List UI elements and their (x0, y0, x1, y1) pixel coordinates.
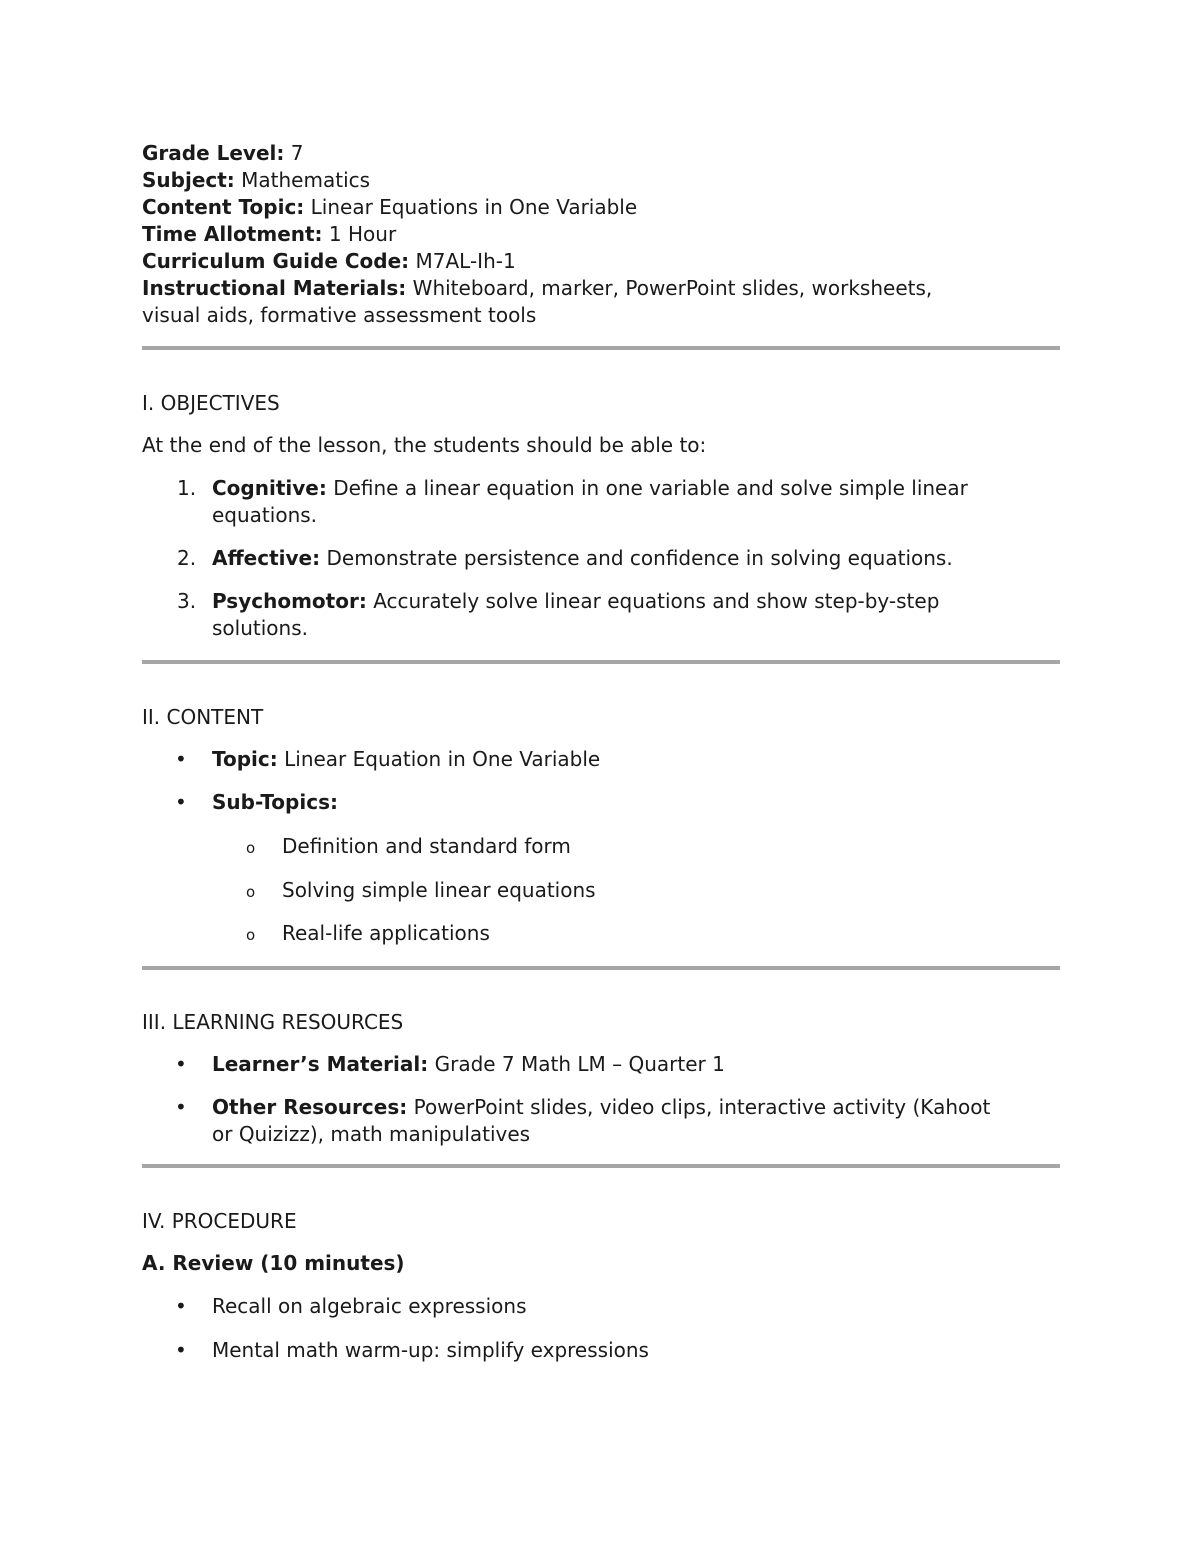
subtopic-item (142, 877, 1060, 904)
time-allotment-line (142, 221, 1060, 248)
other-resources-label: Other Resources: (212, 1095, 408, 1119)
subtopic-text: Solving simple linear equations (282, 878, 596, 902)
subject-value: Mathematics (241, 168, 371, 192)
objective-item-psychomotor (142, 588, 1060, 642)
objective-label: Psychomotor: (212, 589, 367, 613)
subtopic-text: Definition and standard form (282, 834, 571, 858)
bullet-icon: • (175, 1095, 187, 1119)
content-heading: II. CONTENT (142, 705, 264, 729)
review-item (142, 1337, 1060, 1364)
objective-text-line2: solutions. (212, 616, 308, 640)
list-number: 1. (177, 476, 197, 500)
curriculum-code-label: Curriculum Guide Code: (142, 249, 410, 273)
objective-label: Cognitive: (212, 476, 327, 500)
objective-item-affective (142, 545, 1060, 572)
content-topic-line (142, 194, 1060, 221)
objective-item-cognitive (142, 475, 1060, 529)
materials-label: Instructional Materials: (142, 276, 407, 300)
resources-heading: III. LEARNING RESOURCES (142, 1010, 404, 1034)
materials-line-2 (142, 302, 1060, 329)
section-divider (142, 660, 1060, 664)
learner-material-label: Learner’s Material: (212, 1052, 429, 1076)
review-item-text: Recall on algebraic expressions (212, 1294, 527, 1318)
bullet-icon: • (175, 747, 187, 771)
content-topic-value: Linear Equations in One Variable (310, 195, 638, 219)
review-item (142, 1293, 1060, 1320)
resources-list (142, 1051, 1060, 1148)
lesson-plan-page (142, 140, 1060, 1364)
subtopic-item (142, 833, 1060, 860)
section-divider (142, 1164, 1060, 1168)
objectives-section (142, 390, 1060, 642)
subtopics-label: Sub-Topics: (212, 790, 338, 814)
content-list (142, 746, 1060, 816)
topic-label: Topic: (212, 747, 278, 771)
content-topic-label: Content Topic: (142, 195, 305, 219)
grade-level-value: 7 (290, 141, 304, 165)
time-allotment-label: Time Allotment: (142, 222, 323, 246)
materials-value-line1: Whiteboard, marker, PowerPoint slides, worksheets, (412, 276, 933, 300)
sub-bullet-icon: o (246, 839, 256, 857)
resources-section (142, 1009, 1060, 1148)
curriculum-code-value: M7AL-Ih-1 (415, 249, 516, 273)
bullet-icon: • (175, 1052, 187, 1076)
topic-value: Linear Equation in One Variable (284, 747, 601, 771)
objective-text-line1: Define a linear equation in one variable and solve simple linear (333, 476, 968, 500)
section-divider (142, 346, 1060, 350)
content-section (142, 704, 1060, 947)
materials-value-line2: visual aids, formative assessment tools (142, 303, 537, 327)
bullet-icon: • (175, 1294, 187, 1318)
learner-material-item (142, 1051, 1060, 1078)
procedure-section (142, 1208, 1060, 1364)
grade-level-line (142, 140, 1060, 167)
content-subtopics-item (142, 789, 1060, 816)
other-resources-value-line2: or Quizizz), math manipulatives (212, 1122, 531, 1146)
sub-bullet-icon: o (246, 926, 256, 944)
other-resources-value-line1: PowerPoint slides, video clips, interactive activity (Kahoot (413, 1095, 991, 1119)
subtopics-list (142, 833, 1060, 947)
objectives-list (142, 475, 1060, 642)
learner-material-value: Grade 7 Math LM – Quarter 1 (434, 1052, 725, 1076)
subject-line (142, 167, 1060, 194)
curriculum-code-line (142, 248, 1060, 275)
procedure-heading: IV. PROCEDURE (142, 1209, 297, 1233)
materials-line (142, 275, 1060, 302)
other-resources-item (142, 1094, 1060, 1148)
content-topic-item (142, 746, 1060, 773)
time-allotment-value: 1 Hour (328, 222, 397, 246)
grade-level-label: Grade Level: (142, 141, 285, 165)
review-heading: A. Review (10 minutes) (142, 1251, 405, 1275)
review-list (142, 1293, 1060, 1364)
list-number: 3. (177, 589, 197, 613)
objective-text-line1: Accurately solve linear equations and show step-by-step (373, 589, 940, 613)
objective-text-line1: Demonstrate persistence and confidence in solving equations. (326, 546, 953, 570)
objective-label: Affective: (212, 546, 321, 570)
bullet-icon: • (175, 790, 187, 814)
subject-label: Subject: (142, 168, 235, 192)
list-number: 2. (177, 546, 197, 570)
objectives-heading: I. OBJECTIVES (142, 391, 280, 415)
review-item-text: Mental math warm-up: simplify expressions (212, 1338, 649, 1362)
lesson-meta (142, 140, 1060, 329)
section-divider (142, 966, 1060, 970)
objective-text-line2: equations. (212, 503, 318, 527)
subtopic-item (142, 920, 1060, 947)
objectives-intro: At the end of the lesson, the students should be able to: (142, 433, 707, 457)
subtopic-text: Real-life applications (282, 921, 490, 945)
bullet-icon: • (175, 1338, 187, 1362)
sub-bullet-icon: o (246, 883, 256, 901)
